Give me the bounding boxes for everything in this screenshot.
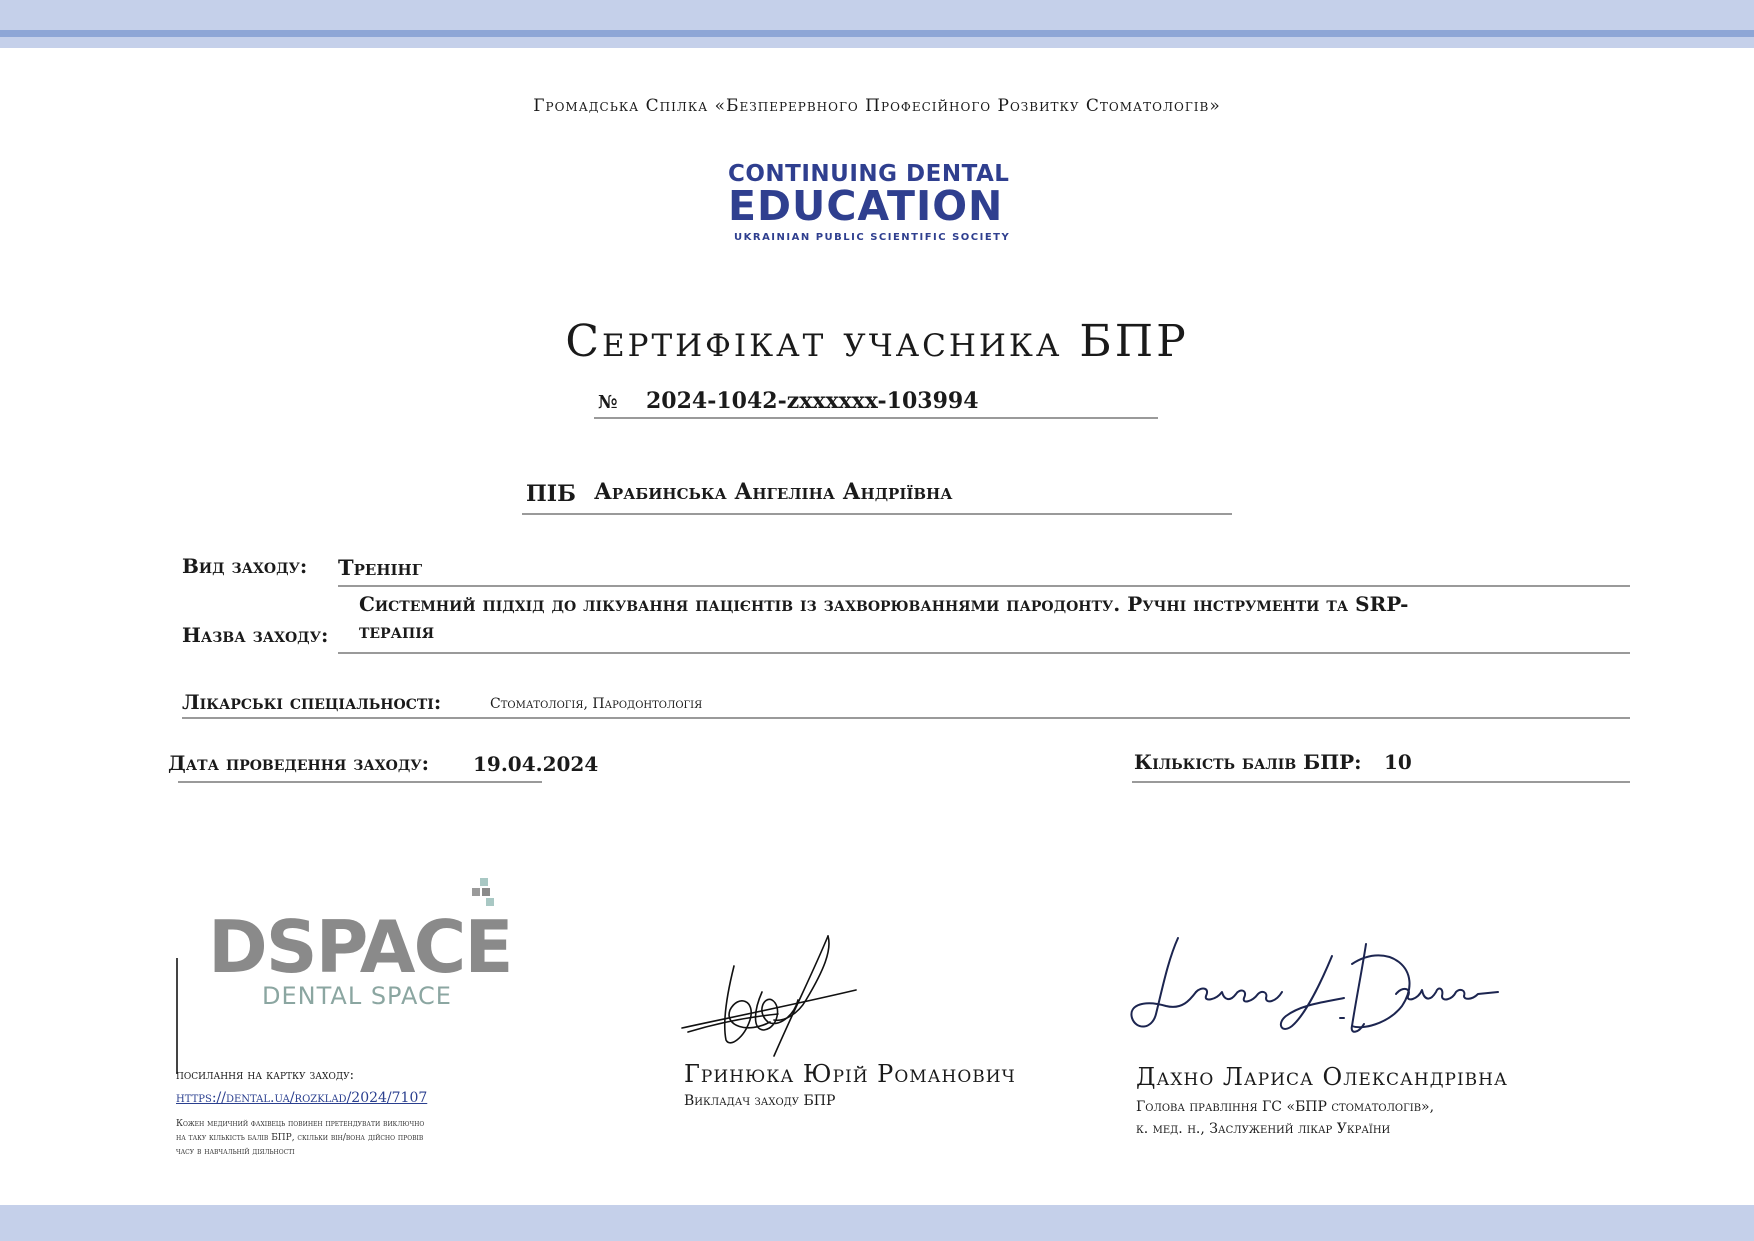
event-name-label: Назва заходу: <box>182 623 329 647</box>
event-type: Тренінг <box>338 555 423 580</box>
certificate-number-rule <box>594 417 1158 419</box>
link-label: посилання на картку заходу: <box>176 1068 355 1083</box>
certificate-title: Сертифікат учасника БПР <box>565 316 1189 367</box>
cde-logo-line2: EDUCATION <box>728 182 1004 230</box>
footer-note-line3: часу в навчальній діяльності <box>176 1147 295 1157</box>
footer-note-line1: Кожен медичний фахівець повинен претендувати виключно <box>176 1119 425 1129</box>
top-band <box>0 0 1754 48</box>
signature-2-image <box>1126 930 1506 1040</box>
event-name-line1: Системний підхід до лікування пацієнтів із захворюваннями пародонту. Ручні інструменти та SRP- <box>359 592 1409 616</box>
signature-2 <box>1126 930 1506 1040</box>
event-type-rule <box>338 585 1630 587</box>
cde-logo-line1: CONTINUING DENTAL <box>728 161 1010 187</box>
bottom-band <box>0 1205 1754 1241</box>
certificate-number: 2024-1042-zxxxxxx-103994 <box>646 388 979 414</box>
participant-rule <box>522 513 1232 515</box>
points-value: 10 <box>1384 750 1412 774</box>
footer-note <box>176 1117 424 1159</box>
signer-2-role <box>1136 1096 1434 1140</box>
signer-1-role: Викладач заходу БПР <box>684 1093 836 1109</box>
signer-2-role-line2: к. мед. н., Заслужений лікар України <box>1136 1121 1391 1137</box>
event-name-rule <box>338 652 1630 654</box>
points-label: Кількість балів БПР: <box>1134 750 1362 774</box>
organization-name: Громадська Спілка «Безперервного Професійного Розвитку Стоматологів» <box>533 96 1221 116</box>
dspace-logo-name: DSPACE <box>208 905 512 989</box>
event-date-rule <box>178 781 542 783</box>
signature-1 <box>678 930 868 1060</box>
signer-2-name: Дахно Лариса Олександрівна <box>1136 1063 1508 1091</box>
left-vertical-line <box>176 958 178 1074</box>
cde-logo-line3: UKRAINIAN PUBLIC SCIENTIFIC SOCIETY <box>734 232 1011 243</box>
event-name <box>359 592 1629 643</box>
footer-note-line2: на таку кількість балів БПР, скільки він/вона дійсно провів <box>176 1133 424 1143</box>
event-link[interactable]: https://dental.ua/rozklad/2024/7107 <box>176 1090 428 1106</box>
event-type-label: Вид заходу: <box>182 554 308 578</box>
specialties-label: Лікарські спеціальності: <box>182 690 442 714</box>
signer-1-name: Гринюка Юрій Романович <box>684 1060 1016 1088</box>
cde-logo <box>728 162 1028 243</box>
participant-label: ПІБ <box>526 481 576 507</box>
top-band-line <box>0 30 1754 37</box>
dspace-logo-subtitle: DENTAL SPACE <box>262 982 452 1010</box>
event-date: 19.04.2024 <box>473 752 599 776</box>
event-date-label: Дата проведення заходу: <box>168 751 430 775</box>
points-rule <box>1132 781 1630 783</box>
specialties-value: Стоматологія, Пародонтологія <box>490 696 703 712</box>
certificate-number-label: № <box>598 392 618 413</box>
event-name-line2: терапія <box>359 619 435 643</box>
participant-name: Арабинська Ангеліна Андріївна <box>594 479 953 505</box>
specialties-rule <box>182 717 1630 719</box>
signer-2-role-line1: Голова правління ГС «БПР стоматологів», <box>1136 1099 1435 1115</box>
